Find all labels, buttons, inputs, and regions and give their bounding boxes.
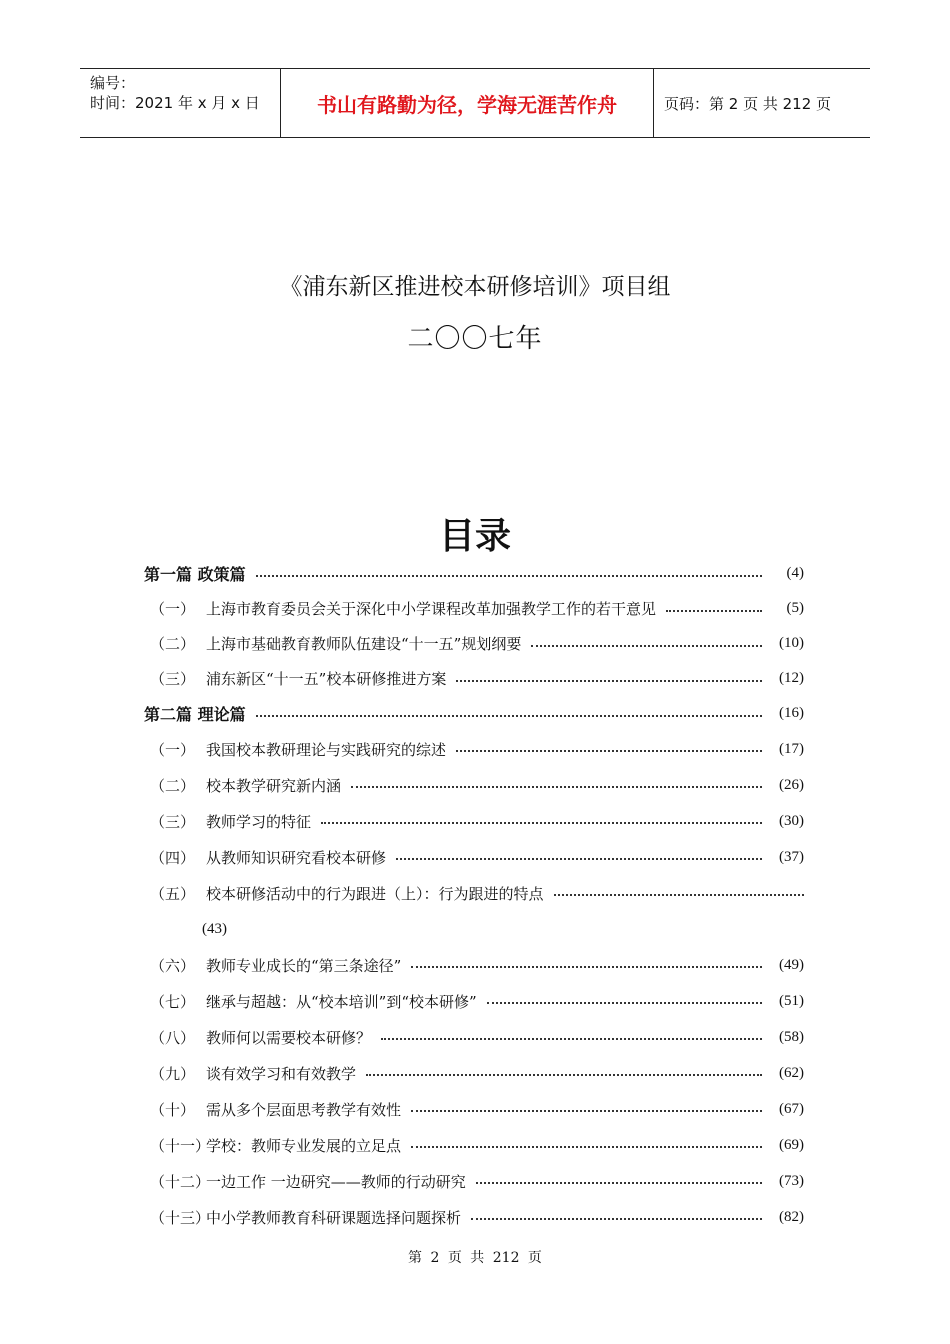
toc-leader-dots — [456, 680, 762, 682]
toc-leader-dots — [411, 1110, 762, 1112]
toc-entry[interactable] — [144, 591, 804, 626]
toc-leader-dots — [411, 1146, 762, 1148]
toc-leader-dots — [381, 1038, 762, 1040]
toc-entry-title: 校本教学研究新内涵 — [206, 776, 342, 795]
toc-entry[interactable] — [144, 626, 804, 661]
toc-leader-dots — [456, 750, 762, 752]
toc-entry-title: 学校：教师专业发展的立足点 — [206, 1136, 402, 1155]
toc-entry-title: 上海市基础教育教师队伍建设“十一五”规划纲要 — [206, 635, 522, 653]
toc-entry-index: （二） — [150, 635, 196, 653]
toc-leader-dots — [256, 575, 762, 577]
toc-entry-index: （十一） — [150, 1136, 211, 1155]
header-number-label: 编号： — [90, 74, 136, 92]
toc-entry[interactable] — [144, 1091, 804, 1127]
toc-entry[interactable] — [144, 983, 804, 1019]
toc-entry[interactable] — [144, 803, 804, 839]
toc-entry-index: （十二） — [150, 1172, 211, 1191]
header-time-label: 时间：2021 年 x 月 x 日 — [90, 94, 260, 112]
toc-page-number: (16) — [779, 705, 804, 721]
toc-leader-dots — [411, 966, 762, 968]
toc-page-number: (37) — [779, 848, 804, 865]
toc-entry-title: 教师学习的特征 — [206, 812, 312, 831]
toc-page-number: (69) — [779, 1136, 804, 1153]
toc-part-2[interactable] — [144, 696, 804, 731]
toc-page-number: (62) — [779, 1064, 804, 1081]
toc-page-number: (5) — [786, 600, 804, 616]
toc-part-title: 第一篇 政策篇 — [144, 565, 246, 584]
toc-entry-title: 教师何以需要校本研修？ — [206, 1028, 372, 1047]
toc-leader-dots — [396, 858, 762, 860]
toc-part-1[interactable] — [144, 556, 804, 591]
toc-entry[interactable] — [144, 661, 804, 696]
toc-entry-title: 我国校本教研理论与实践研究的综述 — [206, 740, 447, 759]
toc-entry-title: 一边工作 一边研究——教师的行动研究 — [206, 1172, 466, 1191]
toc-entry-title: 谈有效学习和有效教学 — [206, 1064, 357, 1083]
project-year: 二〇〇七年 — [407, 324, 543, 354]
toc-page-number: (73) — [779, 1172, 804, 1189]
toc-entry-title: 浦东新区“十一五”校本研修推进方案 — [206, 670, 447, 688]
toc-page-number: (82) — [779, 1208, 804, 1225]
toc-entry-index: （一） — [150, 740, 196, 759]
toc-part-title: 第二篇 理论篇 — [144, 705, 246, 724]
toc-leader-dots — [351, 786, 762, 788]
toc-entry-index: （九） — [150, 1064, 196, 1083]
toc-entry-index: （六） — [150, 956, 196, 975]
toc-page-number: (49) — [779, 956, 804, 973]
header-meta — [80, 69, 281, 137]
toc-page-number: (17) — [779, 740, 804, 757]
toc-leader-dots — [554, 894, 804, 896]
header-page-label: 页码：第 2 页 共 212 页 — [664, 94, 832, 113]
toc-leader-dots — [531, 645, 762, 647]
page-footer: 第 2 页 共 212 页 — [408, 1250, 542, 1266]
toc-leader-dots — [256, 715, 762, 717]
toc-entry-title: 从教师知识研究看校本研修 — [206, 848, 387, 867]
toc-entry-title: 校本研修活动中的行为跟进（上）：行为跟进的特点 — [206, 884, 544, 903]
toc-leader-dots — [476, 1182, 762, 1184]
toc-entry-title: 需从多个层面思考教学有效性 — [206, 1100, 402, 1119]
toc-entry-index: （十） — [150, 1100, 196, 1119]
toc-entry-index: （七） — [150, 992, 196, 1011]
header-motto: 书山有路勤为径，学海无涯苦作舟 — [281, 69, 654, 137]
toc-entry[interactable] — [144, 1163, 804, 1199]
toc-entry[interactable] — [144, 731, 804, 767]
toc-leader-dots — [366, 1074, 762, 1076]
toc-entry[interactable] — [144, 1019, 804, 1055]
toc-page-number: (43) — [202, 920, 227, 937]
toc-entry[interactable] — [144, 1055, 804, 1091]
toc-entry-page-wrap — [144, 911, 804, 947]
toc-entry-index: （四） — [150, 848, 196, 867]
toc-page-number: (51) — [779, 992, 804, 1009]
toc-entry[interactable] — [144, 875, 804, 911]
toc-title: 目录 — [438, 516, 511, 557]
toc-page-number: (26) — [779, 776, 804, 793]
toc-entry[interactable] — [144, 1127, 804, 1163]
toc-leader-dots — [471, 1218, 762, 1220]
toc-entry-index: （八） — [150, 1028, 196, 1047]
toc-entry-index: （五） — [150, 884, 196, 903]
toc-entry-title: 教师专业成长的“第三条途径” — [206, 956, 402, 975]
project-title: 《浦东新区推进校本研修培训》项目组 — [279, 274, 671, 300]
toc-page-number: (58) — [779, 1028, 804, 1045]
toc-entry-title: 上海市教育委员会关于深化中小学课程改革加强教学工作的若干意见 — [206, 600, 657, 618]
toc-entry[interactable] — [144, 1199, 804, 1235]
toc-entry[interactable] — [144, 767, 804, 803]
toc-page-number: (30) — [779, 812, 804, 829]
toc-entry-title: 中小学教师教育科研课题选择问题探析 — [206, 1208, 462, 1227]
toc-page-number: (12) — [779, 670, 804, 686]
toc-entry-index: （二） — [150, 776, 196, 795]
header-table — [80, 68, 870, 138]
toc-page-number: (67) — [779, 1100, 804, 1117]
table-of-contents — [144, 556, 804, 1235]
toc-entry-index: （三） — [150, 670, 196, 688]
toc-entry-title: 继承与超越：从“校本培训”到“校本研修” — [206, 992, 477, 1011]
toc-leader-dots — [666, 610, 762, 612]
toc-leader-dots — [487, 1002, 762, 1004]
toc-entry-index: （一） — [150, 600, 196, 618]
toc-entry[interactable] — [144, 947, 804, 983]
toc-entry-index: （三） — [150, 812, 196, 831]
toc-entry-index: （十三） — [150, 1208, 211, 1227]
toc-leader-dots — [321, 822, 762, 824]
toc-page-number: (10) — [779, 635, 804, 651]
toc-page-number: (4) — [786, 565, 804, 581]
toc-entry[interactable] — [144, 839, 804, 875]
